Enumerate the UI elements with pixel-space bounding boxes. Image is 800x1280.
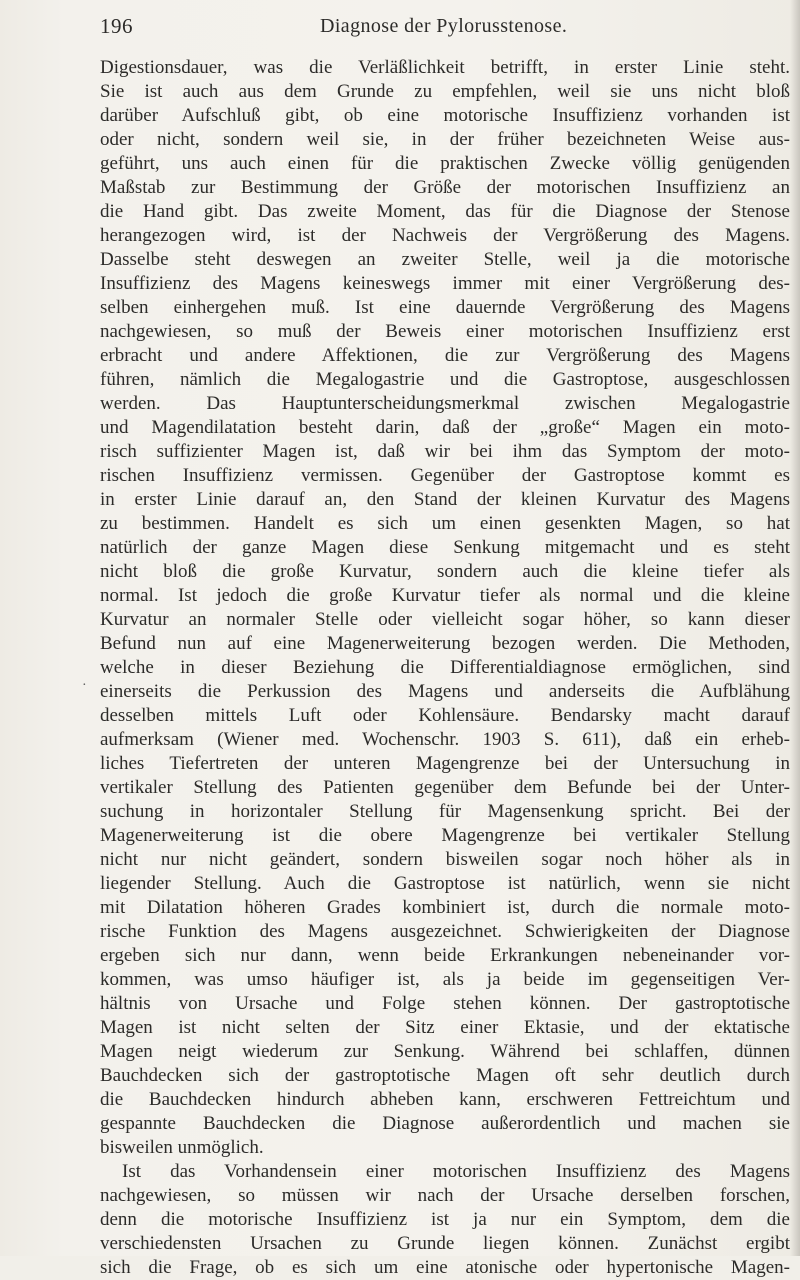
text-line: sich die Frage, ob es sich um eine atonische oder hypertonische Magen- xyxy=(100,1257,790,1278)
text-line: liches Tiefertreten der unteren Magengrenze bei der Untersuchung in xyxy=(100,753,790,774)
text-line: nachgewiesen, so muß der Beweis einer motorischen Insuffizienz erst xyxy=(100,321,790,342)
text-line: gespannte Bauchdecken die Diagnose außerordentlich und machen sie xyxy=(100,1113,790,1134)
text-line: rischen Insuffizienz vermissen. Gegenüber der Gastroptose kommt es xyxy=(100,465,790,486)
text-line: zu bestimmen. Handelt es sich um einen gesenkten Magen, so hat xyxy=(100,513,790,534)
text-line: nicht nur nicht geändert, sondern bisweilen sogar noch höher als in xyxy=(100,849,790,870)
text-line: aufmerksam (Wiener med. Wochenschr. 1903 S. 611), daß ein erheb- xyxy=(100,729,790,750)
text-line: Digestionsdauer, was die Verläßlichkeit betrifft, in erster Linie steht. xyxy=(100,57,790,78)
page-edge-shadow xyxy=(790,0,800,1256)
text-line: desselben mittels Luft oder Kohlensäure. Bendarsky macht darauf xyxy=(100,705,790,726)
text-line: geführt, uns auch einen für die praktischen Zwecke völlig genügenden xyxy=(100,153,790,174)
text-line: mit Dilatation höheren Grades kombiniert ist, durch die normale moto- xyxy=(100,897,790,918)
text-line: risch suffizienter Magen ist, daß wir bei ihm das Symptom der moto- xyxy=(100,441,790,462)
text-line: nicht bloß die große Kurvatur, sondern auch die kleine tiefer als xyxy=(100,561,790,582)
text-line: nachgewiesen, so müssen wir nach der Ursache derselben forschen, xyxy=(100,1185,790,1206)
text-line: darüber Aufschluß gibt, ob eine motorische Insuffizienz vorhanden ist xyxy=(100,105,790,126)
text-line: vertikaler Stellung des Patienten gegenüber dem Befunde bei der Unter- xyxy=(100,777,790,798)
text-line: normal. Ist jedoch die große Kurvatur tiefer als normal und die kleine xyxy=(100,585,790,606)
text-line: Kurvatur an normaler Stelle oder vielleicht sogar höher, so kann dieser xyxy=(100,609,790,630)
text-line: hältnis von Ursache und Folge stehen können. Der gastroptotische xyxy=(100,993,790,1014)
text-line: verschiedensten Ursachen zu Grunde liegen können. Zunächst ergibt xyxy=(100,1233,790,1254)
text-line: denn die motorische Insuffizienz ist ja nur ein Symptom, dem die xyxy=(100,1209,790,1230)
text-line: Bauchdecken sich der gastroptotische Magen oft sehr deutlich durch xyxy=(100,1065,790,1086)
text-line: Magen neigt wiederum zur Senkung. Während bei schlaffen, dünnen xyxy=(100,1041,790,1062)
margin-mark: · xyxy=(82,678,87,693)
text-line: kommen, was umso häufiger ist, als ja beide im gegenseitigen Ver- xyxy=(100,969,790,990)
text-line: welche in dieser Beziehung die Differentialdiagnose ermöglichen, sind xyxy=(100,657,790,678)
text-line: Insuffizienz des Magens keineswegs immer mit einer Vergrößerung des- xyxy=(100,273,790,294)
text-line: erbracht und andere Affektionen, die zur Vergrößerung des Magens xyxy=(100,345,790,366)
text-line: und Magendilatation besteht darin, daß der „große“ Magen ein moto- xyxy=(100,417,790,438)
text-line: einerseits die Perkussion des Magens und anderseits die Aufblähung xyxy=(100,681,790,702)
text-line: Dasselbe steht deswegen an zweiter Stelle, weil ja die motorische xyxy=(100,249,790,270)
text-line: suchung in horizontaler Stellung für Magensenkung spricht. Bei der xyxy=(100,801,790,822)
text-line: führen, nämlich die Megalogastrie und die Gastroptose, ausgeschlossen xyxy=(100,369,790,390)
page-number: 196 xyxy=(100,14,133,38)
running-head: Diagnose der Pylorusstenose. xyxy=(320,15,568,37)
text-line: ergeben sich nur dann, wenn beide Erkrankungen nebeneinander vor- xyxy=(100,945,790,966)
text-line: liegender Stellung. Auch die Gastroptose ist natürlich, wenn sie nicht xyxy=(100,873,790,894)
text-line: Magenerweiterung ist die obere Magengrenze bei vertikaler Stellung xyxy=(100,825,790,846)
text-line: Maßstab zur Bestimmung der Größe der motorischen Insuffizienz an xyxy=(100,177,790,198)
text-line: Sie ist auch aus dem Grunde zu empfehlen, weil sie uns nicht bloß xyxy=(100,81,790,102)
text-line: oder nicht, sondern weil sie, in der früher bezeichneten Weise aus- xyxy=(100,129,790,150)
text-line: Ist das Vorhandensein einer motorischen Insuffizienz des Magens xyxy=(122,1161,790,1182)
text-line: die Hand gibt. Das zweite Moment, das für die Diagnose der Stenose xyxy=(100,201,790,222)
text-line: bisweilen unmöglich. xyxy=(100,1137,264,1158)
text-line: natürlich der ganze Magen diese Senkung mitgemacht und es steht xyxy=(100,537,790,558)
text-line: werden. Das Hauptunterscheidungsmerkmal zwischen Megalogastrie xyxy=(100,393,790,414)
text-line: in erster Linie darauf an, den Stand der kleinen Kurvatur des Magens xyxy=(100,489,790,510)
text-line: Magen ist nicht selten der Sitz einer Ektasie, und der ektatische xyxy=(100,1017,790,1038)
text-line: rische Funktion des Magens ausgezeichnet. Schwierigkeiten der Diagnose xyxy=(100,921,790,942)
page-header xyxy=(100,14,790,44)
text-line: Befund nun auf eine Magenerweiterung bezogen werden. Die Methoden, xyxy=(100,633,790,654)
text-line: die Bauchdecken hindurch abheben kann, erschweren Fettreichtum und xyxy=(100,1089,790,1110)
text-line: selben einhergehen muß. Ist eine dauernde Vergrößerung des Magens xyxy=(100,297,790,318)
body-text xyxy=(100,56,790,1280)
text-line: herangezogen wird, ist der Nachweis der Vergrößerung des Magens. xyxy=(100,225,790,246)
